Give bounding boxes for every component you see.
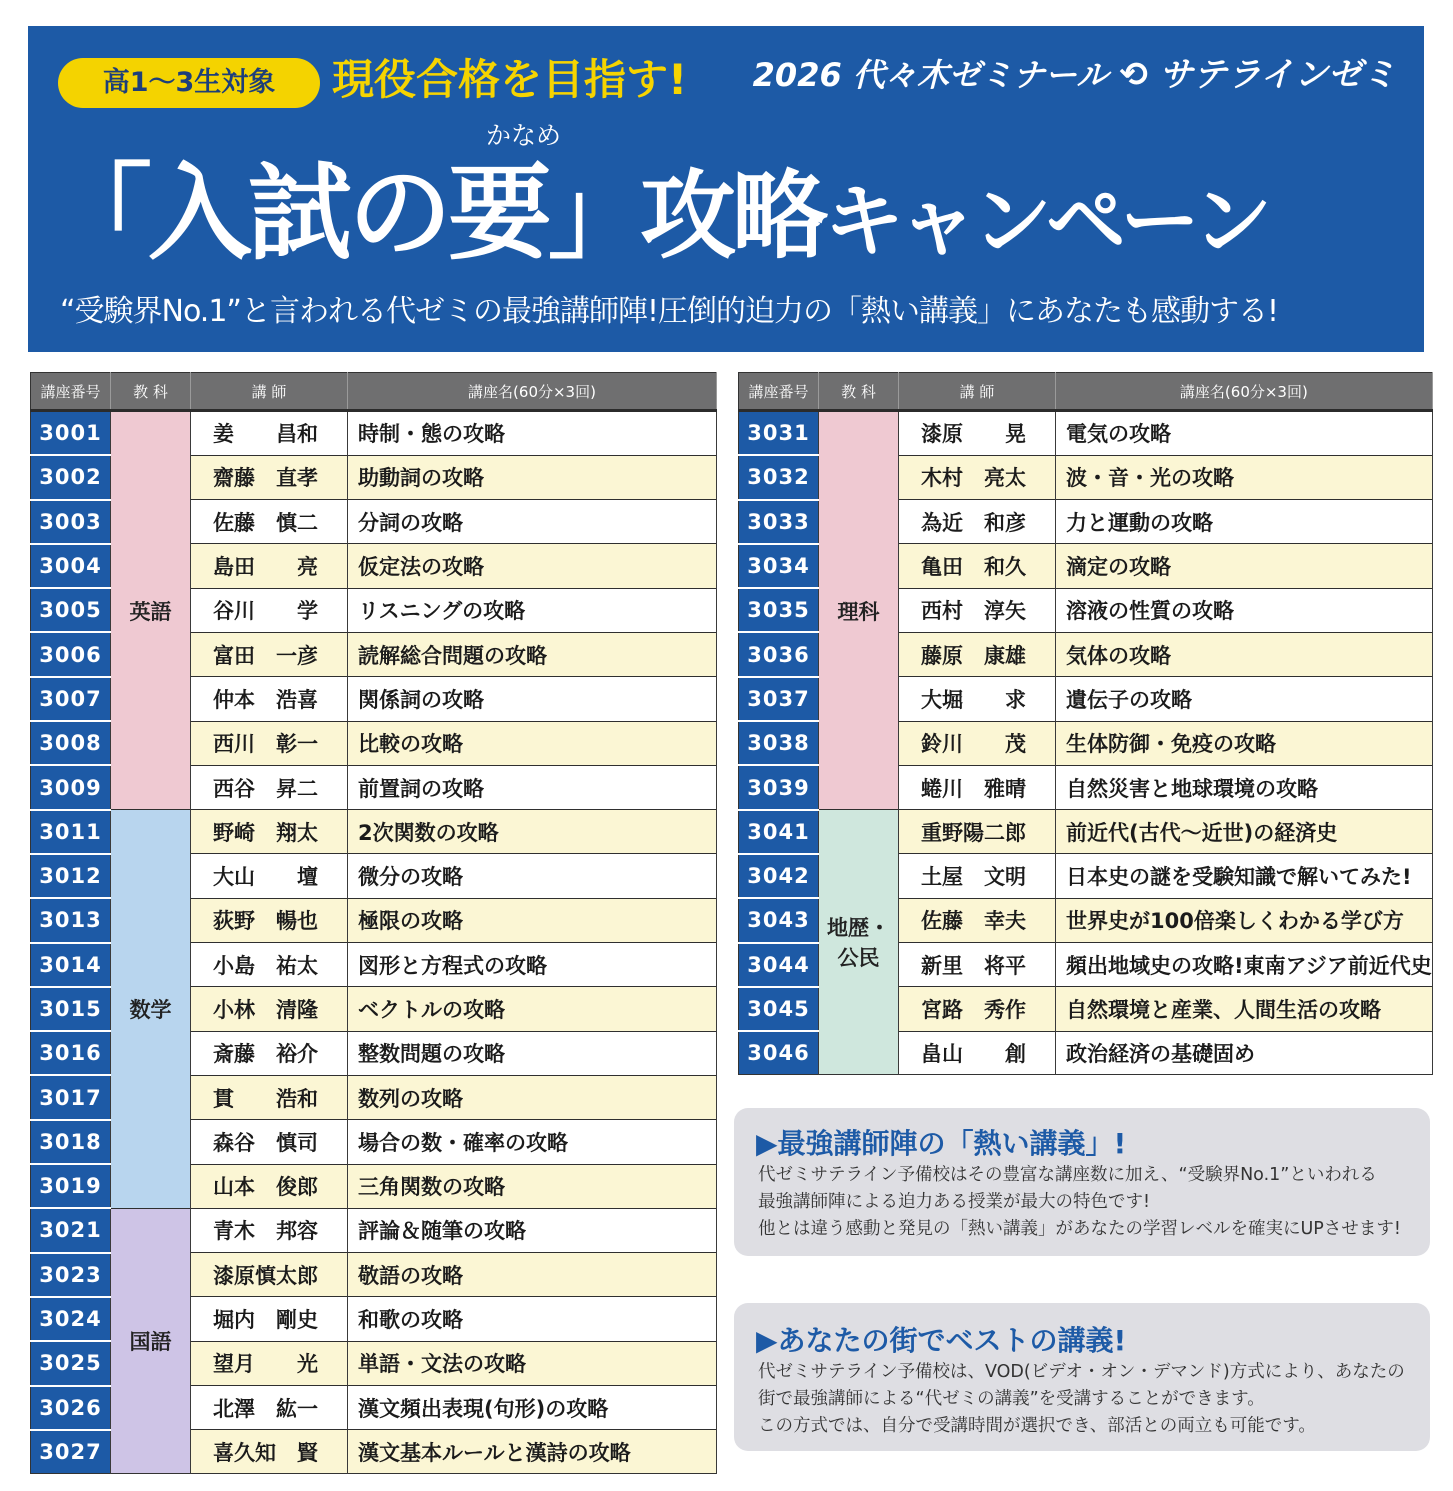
course-row bbox=[739, 411, 1433, 456]
course-code: 3009 bbox=[31, 765, 111, 809]
campaign-banner bbox=[28, 26, 1424, 352]
subject-cell bbox=[111, 1208, 191, 1473]
teacher-name: 佐藤 幸夫 bbox=[899, 898, 1056, 942]
course-code: 3016 bbox=[31, 1031, 111, 1075]
teacher-name: 蜷川 雅晴 bbox=[899, 765, 1056, 809]
course-code: 3031 bbox=[739, 411, 819, 456]
teacher-name: 土屋 文明 bbox=[899, 854, 1056, 898]
course-table-right bbox=[738, 372, 1433, 1075]
course-code: 3025 bbox=[31, 1341, 111, 1385]
course-name: 前近代(古代〜近世)の経済史 bbox=[1056, 810, 1433, 854]
course-rows-right bbox=[739, 411, 1433, 1075]
course-code: 3013 bbox=[31, 898, 111, 942]
teacher-name: 佐藤 慎二 bbox=[191, 500, 348, 544]
course-name: 比較の攻略 bbox=[348, 721, 717, 765]
teacher-name: 畠山 創 bbox=[899, 1031, 1056, 1075]
course-name: 微分の攻略 bbox=[348, 854, 717, 898]
course-code: 3039 bbox=[739, 765, 819, 809]
teacher-name: 漆原 晃 bbox=[899, 411, 1056, 456]
satellite-icon: ⟲ bbox=[1119, 55, 1148, 95]
course-code: 3001 bbox=[31, 411, 111, 456]
course-code: 3027 bbox=[31, 1430, 111, 1474]
teacher-name: 西川 彰一 bbox=[191, 721, 348, 765]
teacher-name: 重野陽二郎 bbox=[899, 810, 1056, 854]
info-line: 代ゼミサテライン予備校は、VOD(ビデオ・オン・デマンド)方式により、あなたの bbox=[758, 1362, 1405, 1382]
course-name: 数列の攻略 bbox=[348, 1075, 717, 1119]
course-code: 3045 bbox=[739, 987, 819, 1031]
course-name: 関係詞の攻略 bbox=[348, 677, 717, 721]
teacher-name: 西谷 昇二 bbox=[191, 765, 348, 809]
teacher-name: 北澤 紘一 bbox=[191, 1386, 348, 1430]
course-code: 3042 bbox=[739, 854, 819, 898]
course-name: 整数問題の攻略 bbox=[348, 1031, 717, 1075]
course-code: 3017 bbox=[31, 1075, 111, 1119]
teacher-name: 小島 祐太 bbox=[191, 943, 348, 987]
course-name: 自然災害と地球環境の攻略 bbox=[1056, 765, 1433, 809]
course-name: 自然環境と産業、人間生活の攻略 bbox=[1056, 987, 1433, 1031]
subject-label: 数学 bbox=[129, 998, 172, 1022]
teacher-name: 島田 亮 bbox=[191, 544, 348, 588]
course-code: 3018 bbox=[31, 1120, 111, 1164]
course-code: 3037 bbox=[739, 677, 819, 721]
teacher-name: 富田 一彦 bbox=[191, 632, 348, 676]
col-header-course: 講座名(60分×3回) bbox=[1056, 373, 1433, 411]
teacher-name: 斎藤 裕介 bbox=[191, 1031, 348, 1075]
teacher-name: 姜 昌和 bbox=[191, 411, 348, 456]
course-name: 電気の攻略 bbox=[1056, 411, 1433, 456]
subject-label: 地歴・公民 bbox=[827, 916, 890, 971]
teacher-name: 野崎 翔太 bbox=[191, 810, 348, 854]
course-code: 3015 bbox=[31, 987, 111, 1031]
teacher-name: 小林 清隆 bbox=[191, 987, 348, 1031]
course-code: 3026 bbox=[31, 1386, 111, 1430]
teacher-name: 漆原慎太郎 bbox=[191, 1253, 348, 1297]
subject-cell bbox=[819, 810, 899, 1075]
course-code: 3041 bbox=[739, 810, 819, 854]
course-name: 力と運動の攻略 bbox=[1056, 500, 1433, 544]
col-header-course: 講座名(60分×3回) bbox=[348, 373, 717, 411]
course-name: 仮定法の攻略 bbox=[348, 544, 717, 588]
teacher-name: 新里 将平 bbox=[899, 943, 1056, 987]
course-code: 3008 bbox=[31, 721, 111, 765]
course-name: 滴定の攻略 bbox=[1056, 544, 1433, 588]
course-code: 3036 bbox=[739, 632, 819, 676]
subject-label: 英語 bbox=[129, 599, 172, 624]
course-name: 分詞の攻略 bbox=[348, 500, 717, 544]
title-ruby: かなめ bbox=[486, 121, 562, 150]
course-code: 3006 bbox=[31, 632, 111, 676]
course-row bbox=[31, 411, 717, 456]
teacher-name: 為近 和彦 bbox=[899, 500, 1056, 544]
course-name: ベクトルの攻略 bbox=[348, 987, 717, 1031]
info-box-lecturers bbox=[734, 1108, 1430, 1256]
course-code: 3011 bbox=[31, 810, 111, 854]
course-code: 3043 bbox=[739, 898, 819, 942]
course-code: 3035 bbox=[739, 588, 819, 632]
course-name: 前置詞の攻略 bbox=[348, 765, 717, 809]
course-name: 場合の数・確率の攻略 bbox=[348, 1120, 717, 1164]
col-header-teacher: 講 師 bbox=[191, 373, 348, 411]
teacher-name: 木村 亮太 bbox=[899, 455, 1056, 499]
brand-sub-name: サテラインゼミ bbox=[1159, 55, 1396, 95]
teacher-name: 森谷 慎司 bbox=[191, 1120, 348, 1164]
teacher-name: 藤原 康雄 bbox=[899, 632, 1056, 676]
course-name: 政治経済の基礎固め bbox=[1056, 1031, 1433, 1075]
course-code: 3005 bbox=[31, 588, 111, 632]
subject-cell bbox=[111, 411, 191, 810]
col-header-subject: 教 科 bbox=[111, 373, 191, 411]
info-line: 代ゼミサテライン予備校はその豊富な講座数に加え、“受験界No.1”といわれる bbox=[758, 1165, 1377, 1185]
teacher-name: 仲本 浩喜 bbox=[191, 677, 348, 721]
subject-cell bbox=[819, 411, 899, 810]
teacher-name: 山本 俊郎 bbox=[191, 1164, 348, 1208]
course-code: 3023 bbox=[31, 1253, 111, 1297]
course-row bbox=[31, 810, 717, 854]
course-code: 3002 bbox=[31, 455, 111, 499]
teacher-name: 谷川 学 bbox=[191, 588, 348, 632]
course-code: 3012 bbox=[31, 854, 111, 898]
teacher-name: 望月 光 bbox=[191, 1341, 348, 1385]
course-name: 波・音・光の攻略 bbox=[1056, 455, 1433, 499]
teacher-name: 宮路 秀作 bbox=[899, 987, 1056, 1031]
col-header-code: 講座番号 bbox=[31, 373, 111, 411]
course-row bbox=[31, 1208, 717, 1252]
course-name: 図形と方程式の攻略 bbox=[348, 943, 717, 987]
teacher-name: 喜久知 賢 bbox=[191, 1430, 348, 1474]
headline: 現役合格を目指す! bbox=[332, 55, 688, 104]
course-code: 3021 bbox=[31, 1208, 111, 1252]
course-name: 三角関数の攻略 bbox=[348, 1164, 717, 1208]
teacher-name: 堀内 剛史 bbox=[191, 1297, 348, 1341]
course-name: 敬語の攻略 bbox=[348, 1253, 717, 1297]
course-name: 漢文頻出表現(句形)の攻略 bbox=[348, 1386, 717, 1430]
campaign-subtitle: “受験界No.1”と言われる代ゼミの最強講師陣!圧倒的迫力の「熱い講義」にあなたも感動する! bbox=[60, 294, 1279, 329]
info-box-vod bbox=[734, 1303, 1430, 1451]
course-code: 3033 bbox=[739, 500, 819, 544]
course-name: 漢文基本ルールと漢詩の攻略 bbox=[348, 1430, 717, 1474]
col-header-subject: 教 科 bbox=[819, 373, 899, 411]
info-heading: ▶あなたの街でベストの講義! bbox=[756, 1324, 1127, 1357]
course-rows-left bbox=[31, 411, 717, 1474]
campaign-title: 「入試の要」攻略キャンペーン bbox=[48, 152, 1267, 274]
teacher-name: 齋藤 直孝 bbox=[191, 455, 348, 499]
course-name: 時制・態の攻略 bbox=[348, 411, 717, 456]
course-code: 3032 bbox=[739, 455, 819, 499]
course-code: 3038 bbox=[739, 721, 819, 765]
subject-label: 国語 bbox=[129, 1329, 172, 1354]
brand-name: 2026 代々木ゼミナール bbox=[752, 56, 1109, 94]
course-code: 3046 bbox=[739, 1031, 819, 1075]
info-line: 他とは違う感動と発見の「熱い講義」があなたの学習レベルを確実にUPさせます! bbox=[758, 1219, 1401, 1239]
teacher-name: 貫 浩和 bbox=[191, 1075, 348, 1119]
course-table-left bbox=[30, 372, 717, 1474]
course-name: 和歌の攻略 bbox=[348, 1297, 717, 1341]
info-line: 最強講師陣による迫力ある授業が最大の特色です! bbox=[758, 1192, 1151, 1212]
course-name: 読解総合問題の攻略 bbox=[348, 632, 717, 676]
teacher-name: 青木 邦容 bbox=[191, 1208, 348, 1252]
course-code: 3014 bbox=[31, 943, 111, 987]
course-name: 極限の攻略 bbox=[348, 898, 717, 942]
course-code: 3044 bbox=[739, 943, 819, 987]
col-header-teacher: 講 師 bbox=[899, 373, 1056, 411]
teacher-name: 荻野 暢也 bbox=[191, 898, 348, 942]
course-name: 2次関数の攻略 bbox=[348, 810, 717, 854]
info-line: この方式では、自分で受講時間が選択でき、部活との両立も可能です。 bbox=[758, 1416, 1316, 1436]
col-header-code: 講座番号 bbox=[739, 373, 819, 411]
course-code: 3003 bbox=[31, 500, 111, 544]
course-name: 評論＆随筆の攻略 bbox=[348, 1208, 717, 1252]
teacher-name: 亀田 和久 bbox=[899, 544, 1056, 588]
brand-logo bbox=[753, 52, 1396, 98]
course-name: 単語・文法の攻略 bbox=[348, 1341, 717, 1385]
teacher-name: 鈴川 茂 bbox=[899, 721, 1056, 765]
course-name: 気体の攻略 bbox=[1056, 632, 1433, 676]
target-grade-badge: 高1〜3生対象 bbox=[58, 58, 320, 108]
course-name: 遺伝子の攻略 bbox=[1056, 677, 1433, 721]
course-name: 頻出地域史の攻略!東南アジア前近代史 bbox=[1056, 943, 1433, 987]
course-name: 溶液の性質の攻略 bbox=[1056, 588, 1433, 632]
info-line: 街で最強講師による“代ゼミの講義”を受講することができます。 bbox=[758, 1389, 1265, 1409]
subject-cell bbox=[111, 810, 191, 1209]
course-name: 世界史が100倍楽しくわかる学び方 bbox=[1056, 898, 1433, 942]
teacher-name: 西村 淳矢 bbox=[899, 588, 1056, 632]
course-code: 3004 bbox=[31, 544, 111, 588]
course-code: 3019 bbox=[31, 1164, 111, 1208]
teacher-name: 大山 壇 bbox=[191, 854, 348, 898]
subject-label: 理科 bbox=[837, 599, 880, 624]
course-code: 3007 bbox=[31, 677, 111, 721]
course-name: 助動詞の攻略 bbox=[348, 455, 717, 499]
course-name: 日本史の謎を受験知識で解いてみた! bbox=[1056, 854, 1433, 898]
info-heading: ▶最強講師陣の「熱い講義」! bbox=[756, 1127, 1127, 1160]
course-name: リスニングの攻略 bbox=[348, 588, 717, 632]
course-code: 3034 bbox=[739, 544, 819, 588]
teacher-name: 大堀 求 bbox=[899, 677, 1056, 721]
course-name: 生体防御・免疫の攻略 bbox=[1056, 721, 1433, 765]
course-code: 3024 bbox=[31, 1297, 111, 1341]
course-row bbox=[739, 810, 1433, 854]
